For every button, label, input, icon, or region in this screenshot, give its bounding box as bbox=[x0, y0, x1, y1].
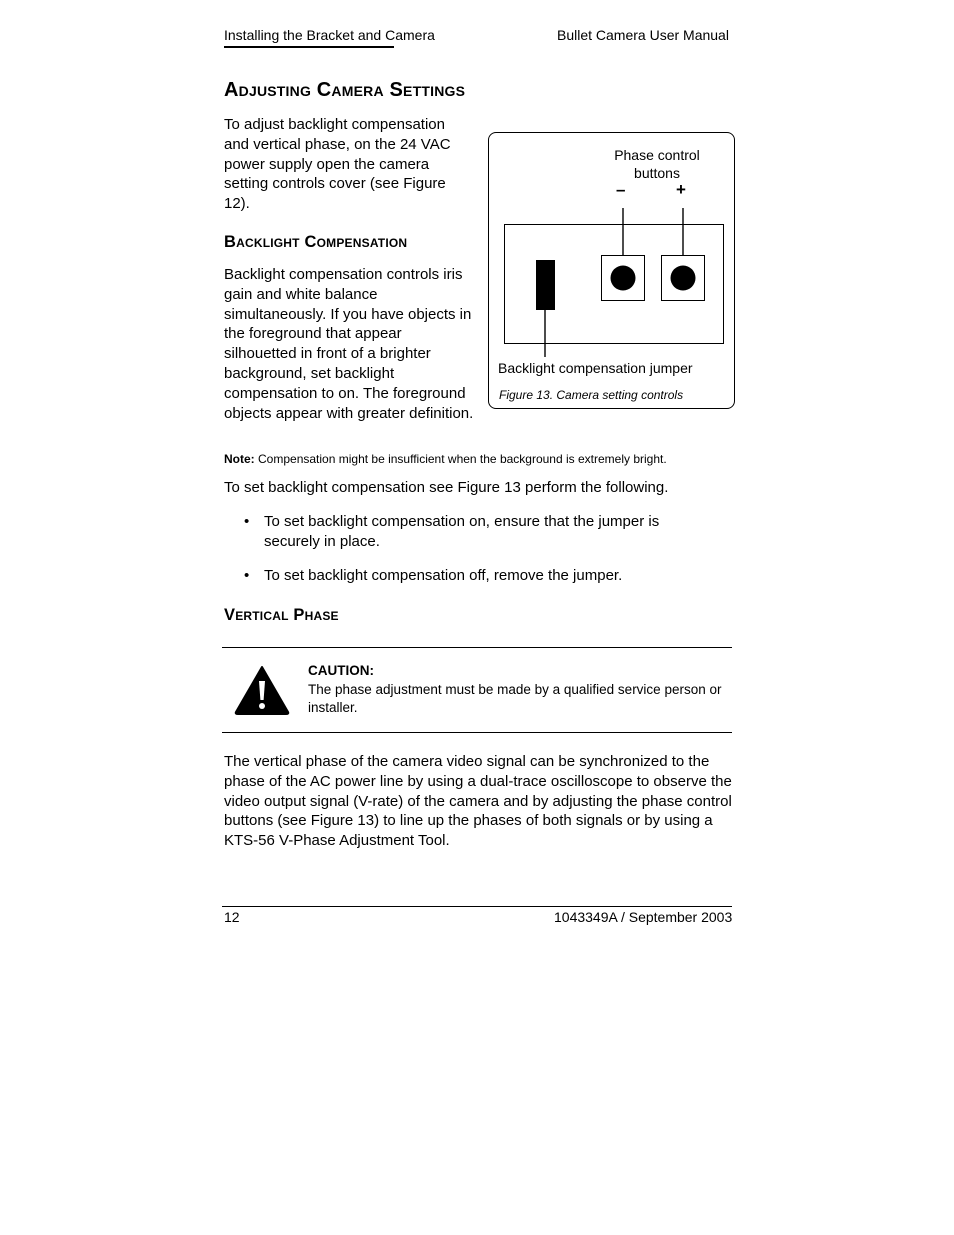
note-label: Note: bbox=[224, 452, 255, 466]
running-header-right: Bullet Camera User Manual bbox=[557, 27, 729, 43]
list-item bbox=[224, 566, 694, 586]
note-text: Compensation might be insufficient when the background is extremely bright. bbox=[258, 452, 667, 466]
minus-symbol: – bbox=[616, 180, 626, 199]
document-number: 1043349A / September 2003 bbox=[554, 909, 733, 925]
procedure-intro: To set backlight compensation see Figure 13 perform the following. bbox=[224, 479, 669, 496]
list-item bbox=[224, 512, 694, 552]
plus-symbol: + bbox=[676, 180, 686, 199]
backlight-paragraph: Backlight compensation controls iris gain and white balance simultaneously. If you have objects in the foreground that appear silhouetted in front of a brighter background, set backlight compensation to on. The foreground objects appear with greater definition. bbox=[224, 266, 474, 422]
bullet-dot: • bbox=[244, 513, 250, 530]
note bbox=[224, 452, 667, 466]
bullet-dot: • bbox=[244, 566, 250, 584]
caution-text: The phase adjustment must be made by a qualified service person or installer. bbox=[308, 682, 722, 715]
figure-caption: Figure 13. Camera setting controls bbox=[499, 388, 684, 402]
phase-control-label-line2: buttons bbox=[634, 165, 680, 181]
warning-icon bbox=[233, 664, 291, 716]
vertical-phase-heading: Vertical Phase bbox=[224, 606, 339, 624]
procedure-list bbox=[224, 512, 694, 585]
camera-controls-diagram bbox=[488, 200, 735, 360]
phase-control-label bbox=[588, 146, 726, 182]
header-rule bbox=[224, 46, 394, 48]
vertical-phase-paragraph: The vertical phase of the camera video signal can be synchronized to the phase of the AC power line by using a dual-trace oscilloscope to observe the video output signal (V-rate) of the camera and by adjusting the phase control buttons (see Figure 13) to line up the phases of both signals or by using a KTS-56 V-Phase Adjustment Tool. bbox=[224, 753, 732, 850]
bullet-text: To set backlight compensation off, remove the jumper. bbox=[264, 566, 623, 584]
caution-top-rule bbox=[222, 647, 732, 648]
jumper-label: Backlight compensation jumper bbox=[498, 360, 693, 376]
minus-button bbox=[611, 266, 636, 291]
footer-rule bbox=[222, 906, 732, 907]
section-title: Adjusting Camera Settings bbox=[224, 79, 466, 101]
intro-paragraph: To adjust backlight compensation and vertical phase, on the 24 VAC power supply open the camera setting controls cover (see Figure 12). bbox=[224, 116, 451, 213]
backlight-heading: Backlight Compensation bbox=[224, 233, 408, 251]
page-number: 12 bbox=[224, 909, 240, 925]
backlight-jumper bbox=[536, 260, 555, 310]
running-header-left: Installing the Bracket and Camera bbox=[224, 27, 435, 43]
caution-label: CAUTION: bbox=[308, 663, 374, 678]
plus-button bbox=[671, 266, 696, 291]
phase-control-label-line1: Phase control bbox=[614, 147, 700, 163]
bullet-text: To set backlight compensation on, ensure that the jumper is securely in place. bbox=[264, 513, 660, 550]
caution-bottom-rule bbox=[222, 732, 732, 733]
